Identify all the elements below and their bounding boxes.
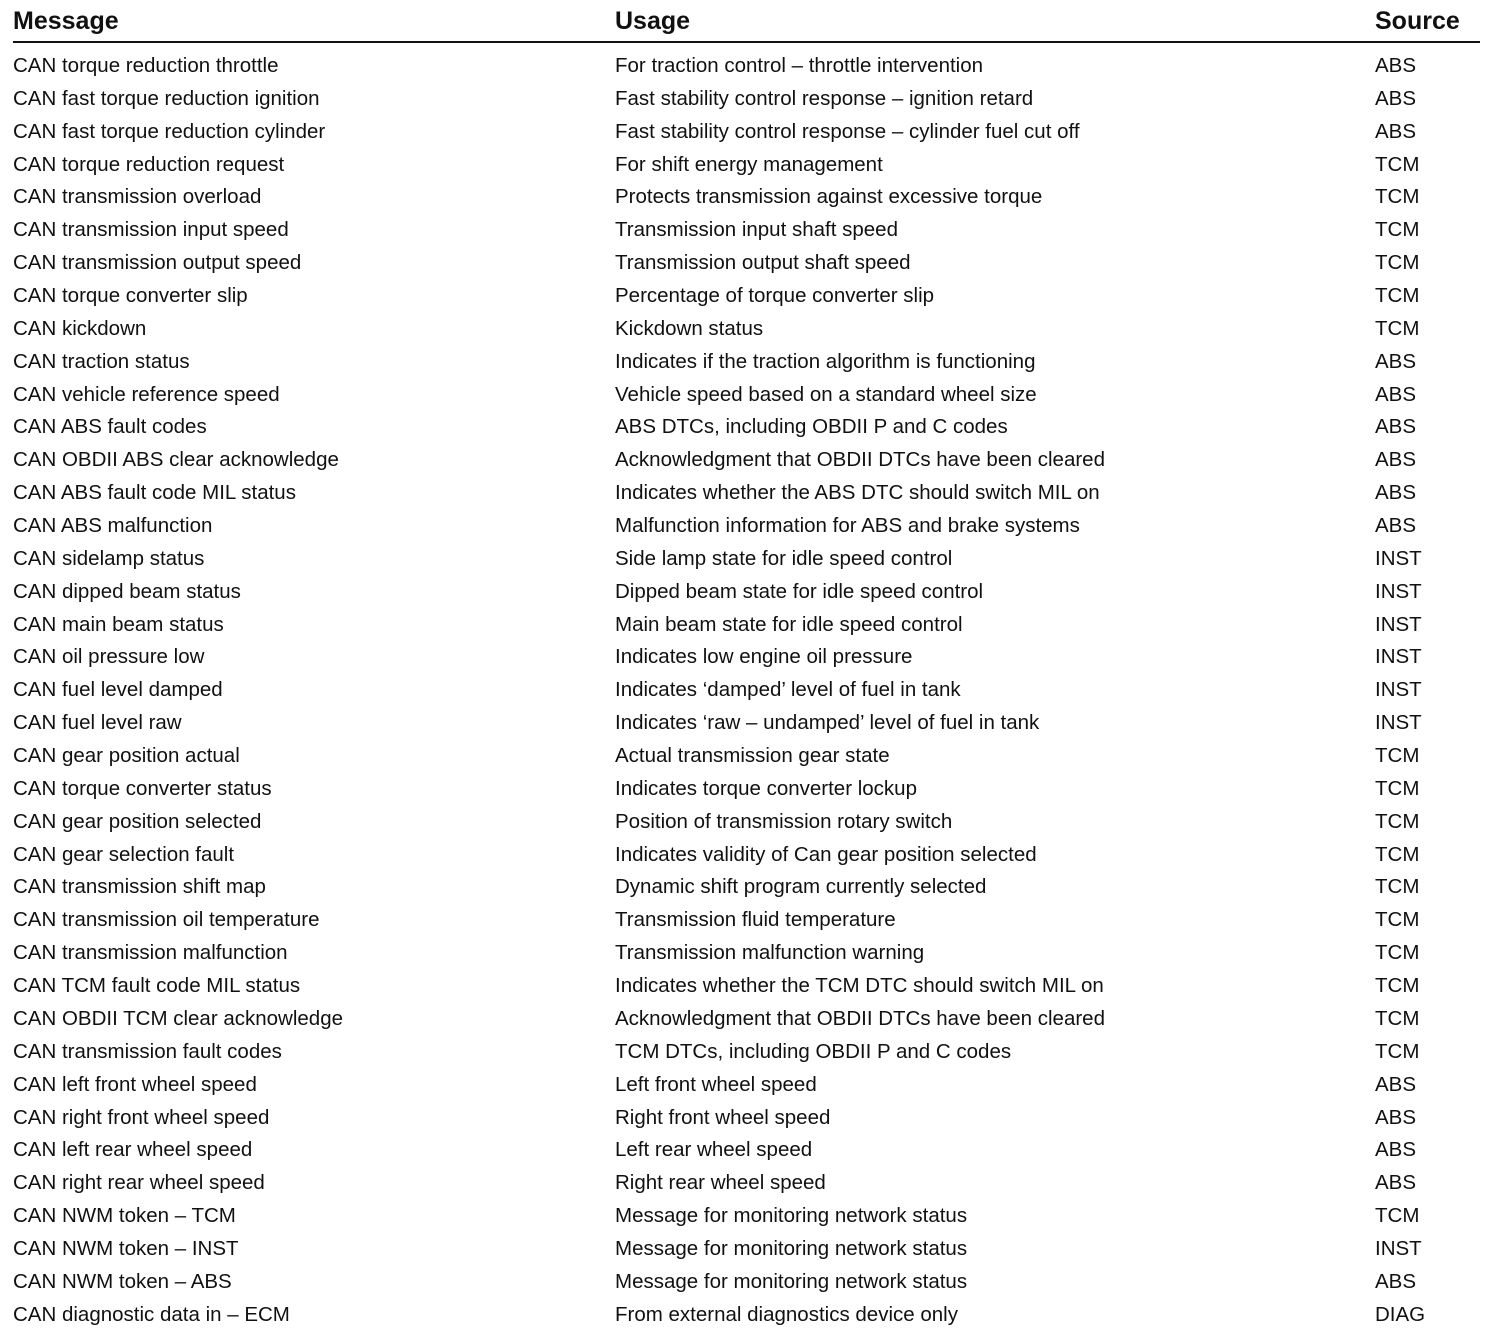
usage-cell: Acknowledgment that OBDII DTCs have been cleared xyxy=(615,1006,1105,1030)
message-cell: CAN right rear wheel speed xyxy=(13,1171,265,1195)
table-row xyxy=(13,247,1480,280)
message-cell: CAN left front wheel speed xyxy=(13,1072,257,1096)
message-cell: CAN torque reduction request xyxy=(13,152,285,176)
table-row xyxy=(13,181,1480,214)
table-row xyxy=(13,1233,1480,1266)
source-cell: INST xyxy=(1375,645,1422,669)
usage-cell: From external diagnostics device only xyxy=(615,1302,958,1326)
table-row xyxy=(13,83,1480,116)
usage-cell: Indicates low engine oil pressure xyxy=(615,645,913,669)
message-cell: CAN gear position actual xyxy=(13,744,240,768)
source-cell: ABS xyxy=(1375,86,1417,110)
table-row xyxy=(13,50,1480,83)
source-cell: INST xyxy=(1375,678,1422,702)
source-cell: ABS xyxy=(1375,415,1417,439)
source-cell: TCM xyxy=(1375,218,1420,242)
message-cell: CAN ABS fault codes xyxy=(13,415,207,439)
source-cell: TCM xyxy=(1375,1039,1420,1063)
can-message-table xyxy=(13,0,1480,1332)
table-row xyxy=(13,904,1480,937)
source-cell: ABS xyxy=(1375,514,1417,538)
table-row xyxy=(13,1134,1480,1167)
table-row xyxy=(13,411,1480,444)
source-cell: TCM xyxy=(1375,1006,1420,1030)
header-source: Source xyxy=(1375,7,1460,35)
message-cell: CAN traction status xyxy=(13,349,190,373)
source-cell: TCM xyxy=(1375,1204,1420,1228)
source-cell: TCM xyxy=(1375,941,1420,965)
message-cell: CAN gear position selected xyxy=(13,809,262,833)
header-message: Message xyxy=(13,7,119,35)
message-cell: CAN vehicle reference speed xyxy=(13,382,280,406)
usage-cell: Vehicle speed based on a standard wheel size xyxy=(615,382,1037,406)
source-cell: ABS xyxy=(1375,1105,1417,1129)
header-usage: Usage xyxy=(615,7,691,35)
usage-cell: Indicates ‘raw – undamped’ level of fuel in tank xyxy=(615,711,1040,735)
message-cell: CAN dipped beam status xyxy=(13,579,241,603)
source-cell: ABS xyxy=(1375,1138,1417,1162)
table-row xyxy=(13,871,1480,904)
table-row xyxy=(13,510,1480,543)
usage-cell: Side lamp state for idle speed control xyxy=(615,546,953,570)
message-cell: CAN fuel level raw xyxy=(13,711,182,735)
message-cell: CAN TCM fault code MIL status xyxy=(13,974,301,998)
usage-cell: Indicates whether the TCM DTC should switch MIL on xyxy=(615,974,1104,998)
source-cell: INST xyxy=(1375,546,1422,570)
table-row xyxy=(13,477,1480,510)
table-row xyxy=(13,280,1480,313)
source-cell: INST xyxy=(1375,579,1422,603)
usage-cell: For traction control – throttle intervention xyxy=(615,54,984,77)
source-cell: TCM xyxy=(1375,152,1420,176)
message-cell: CAN NWM token – TCM xyxy=(13,1204,236,1228)
message-cell: CAN ABS malfunction xyxy=(13,514,213,538)
usage-cell: Dynamic shift program currently selected xyxy=(615,875,987,899)
usage-cell: Left rear wheel speed xyxy=(615,1138,813,1162)
source-cell: ABS xyxy=(1375,448,1417,472)
table-row xyxy=(13,214,1480,247)
table-row xyxy=(13,116,1480,149)
usage-cell: Left front wheel speed xyxy=(615,1072,817,1096)
table-row xyxy=(13,1003,1480,1036)
message-cell: CAN right front wheel speed xyxy=(13,1105,270,1129)
table-row xyxy=(13,444,1480,477)
message-cell: CAN fuel level damped xyxy=(13,678,223,702)
message-cell: CAN OBDII ABS clear acknowledge xyxy=(13,448,339,472)
message-cell: CAN sidelamp status xyxy=(13,546,205,570)
table-row xyxy=(13,149,1480,182)
source-cell: INST xyxy=(1375,711,1422,735)
message-cell: CAN ABS fault code MIL status xyxy=(13,481,296,505)
source-cell: TCM xyxy=(1375,185,1420,209)
usage-cell: Position of transmission rotary switch xyxy=(615,809,953,833)
table-row xyxy=(13,740,1480,773)
usage-cell: Fast stability control response – ignition retard xyxy=(615,86,1034,110)
usage-cell: Transmission malfunction warning xyxy=(615,941,925,965)
source-cell: INST xyxy=(1375,1236,1422,1260)
usage-cell: Transmission output shaft speed xyxy=(615,251,911,275)
table-row xyxy=(13,609,1480,642)
usage-cell: Message for monitoring network status xyxy=(615,1236,968,1260)
source-cell: ABS xyxy=(1375,1072,1417,1096)
table-row xyxy=(13,1266,1480,1299)
message-cell: CAN transmission output speed xyxy=(13,251,302,275)
message-cell: CAN NWM token – INST xyxy=(13,1236,239,1260)
message-cell: CAN main beam status xyxy=(13,612,224,636)
message-cell: CAN torque converter status xyxy=(13,776,272,800)
message-cell: CAN OBDII TCM clear acknowledge xyxy=(13,1006,344,1030)
message-cell: CAN transmission oil temperature xyxy=(13,908,320,932)
message-cell: CAN diagnostic data in – ECM xyxy=(13,1302,290,1326)
usage-cell: Dipped beam state for idle speed control xyxy=(615,579,984,603)
message-cell: CAN transmission overload xyxy=(13,185,262,209)
message-cell: CAN gear selection fault xyxy=(13,842,235,866)
source-cell: TCM xyxy=(1375,776,1420,800)
usage-cell: Indicates validity of Can gear position selected xyxy=(615,842,1037,866)
usage-cell: Transmission fluid temperature xyxy=(615,908,896,932)
usage-cell: Indicates ‘damped’ level of fuel in tank xyxy=(615,678,961,702)
usage-cell: Kickdown status xyxy=(615,316,764,340)
message-cell: CAN oil pressure low xyxy=(13,645,205,669)
source-cell: INST xyxy=(1375,612,1422,636)
table-row xyxy=(13,1069,1480,1102)
source-cell: ABS xyxy=(1375,119,1417,143)
table-row xyxy=(13,839,1480,872)
source-cell: ABS xyxy=(1375,1171,1417,1195)
source-cell: TCM xyxy=(1375,908,1420,932)
message-cell: CAN torque reduction throttle xyxy=(13,54,279,77)
table-row xyxy=(13,576,1480,609)
usage-cell: TCM DTCs, including OBDII P and C codes xyxy=(615,1039,1012,1063)
table-row xyxy=(13,970,1480,1003)
usage-cell: Fast stability control response – cylinder fuel cut off xyxy=(615,119,1080,143)
table-row xyxy=(13,1200,1480,1233)
usage-cell: ABS DTCs, including OBDII P and C codes xyxy=(615,415,1008,439)
source-cell: TCM xyxy=(1375,842,1420,866)
table-body xyxy=(13,50,1480,1332)
table-row xyxy=(13,1299,1480,1332)
usage-cell: Indicates if the traction algorithm is functioning xyxy=(615,349,1036,373)
message-cell: CAN transmission fault codes xyxy=(13,1039,282,1063)
table-row xyxy=(13,674,1480,707)
usage-cell: Protects transmission against excessive torque xyxy=(615,185,1043,209)
message-cell: CAN NWM token – ABS xyxy=(13,1269,232,1293)
usage-cell: Transmission input shaft speed xyxy=(615,218,898,242)
message-cell: CAN transmission shift map xyxy=(13,875,266,899)
message-cell: CAN fast torque reduction cylinder xyxy=(13,119,326,143)
table-header xyxy=(13,0,1480,43)
table-row xyxy=(13,543,1480,576)
source-cell: TCM xyxy=(1375,875,1420,899)
message-cell: CAN left rear wheel speed xyxy=(13,1138,253,1162)
usage-cell: Actual transmission gear state xyxy=(615,744,890,768)
table-row xyxy=(13,707,1480,740)
source-cell: DIAG xyxy=(1375,1302,1426,1326)
source-cell: ABS xyxy=(1375,1269,1417,1293)
message-cell: CAN kickdown xyxy=(13,316,147,340)
table-row xyxy=(13,346,1480,379)
usage-cell: Message for monitoring network status xyxy=(615,1204,968,1228)
table-row xyxy=(13,641,1480,674)
table-row xyxy=(13,313,1480,346)
usage-cell: Right front wheel speed xyxy=(615,1105,831,1129)
source-cell: ABS xyxy=(1375,54,1417,77)
usage-cell: For shift energy management xyxy=(615,152,883,176)
table-row xyxy=(13,1036,1480,1069)
usage-cell: Indicates whether the ABS DTC should switch MIL on xyxy=(615,481,1100,505)
table-row xyxy=(13,1102,1480,1135)
source-cell: TCM xyxy=(1375,974,1420,998)
table-row xyxy=(13,1167,1480,1200)
usage-cell: Percentage of torque converter slip xyxy=(615,284,935,308)
source-cell: TCM xyxy=(1375,316,1420,340)
usage-cell: Indicates torque converter lockup xyxy=(615,776,917,800)
source-cell: TCM xyxy=(1375,284,1420,308)
source-cell: TCM xyxy=(1375,251,1420,275)
table-row xyxy=(13,379,1480,412)
message-cell: CAN transmission input speed xyxy=(13,218,289,242)
table-row xyxy=(13,806,1480,839)
usage-cell: Right rear wheel speed xyxy=(615,1171,826,1195)
usage-cell: Malfunction information for ABS and brake systems xyxy=(615,514,1080,538)
usage-cell: Main beam state for idle speed control xyxy=(615,612,963,636)
table-row xyxy=(13,773,1480,806)
source-cell: ABS xyxy=(1375,382,1417,406)
message-cell: CAN torque converter slip xyxy=(13,284,248,308)
source-cell: TCM xyxy=(1375,744,1420,768)
usage-cell: Message for monitoring network status xyxy=(615,1269,968,1293)
source-cell: ABS xyxy=(1375,349,1417,373)
table-row xyxy=(13,937,1480,970)
source-cell: ABS xyxy=(1375,481,1417,505)
source-cell: TCM xyxy=(1375,809,1420,833)
message-cell: CAN fast torque reduction ignition xyxy=(13,86,320,110)
message-cell: CAN transmission malfunction xyxy=(13,941,288,965)
usage-cell: Acknowledgment that OBDII DTCs have been cleared xyxy=(615,448,1105,472)
